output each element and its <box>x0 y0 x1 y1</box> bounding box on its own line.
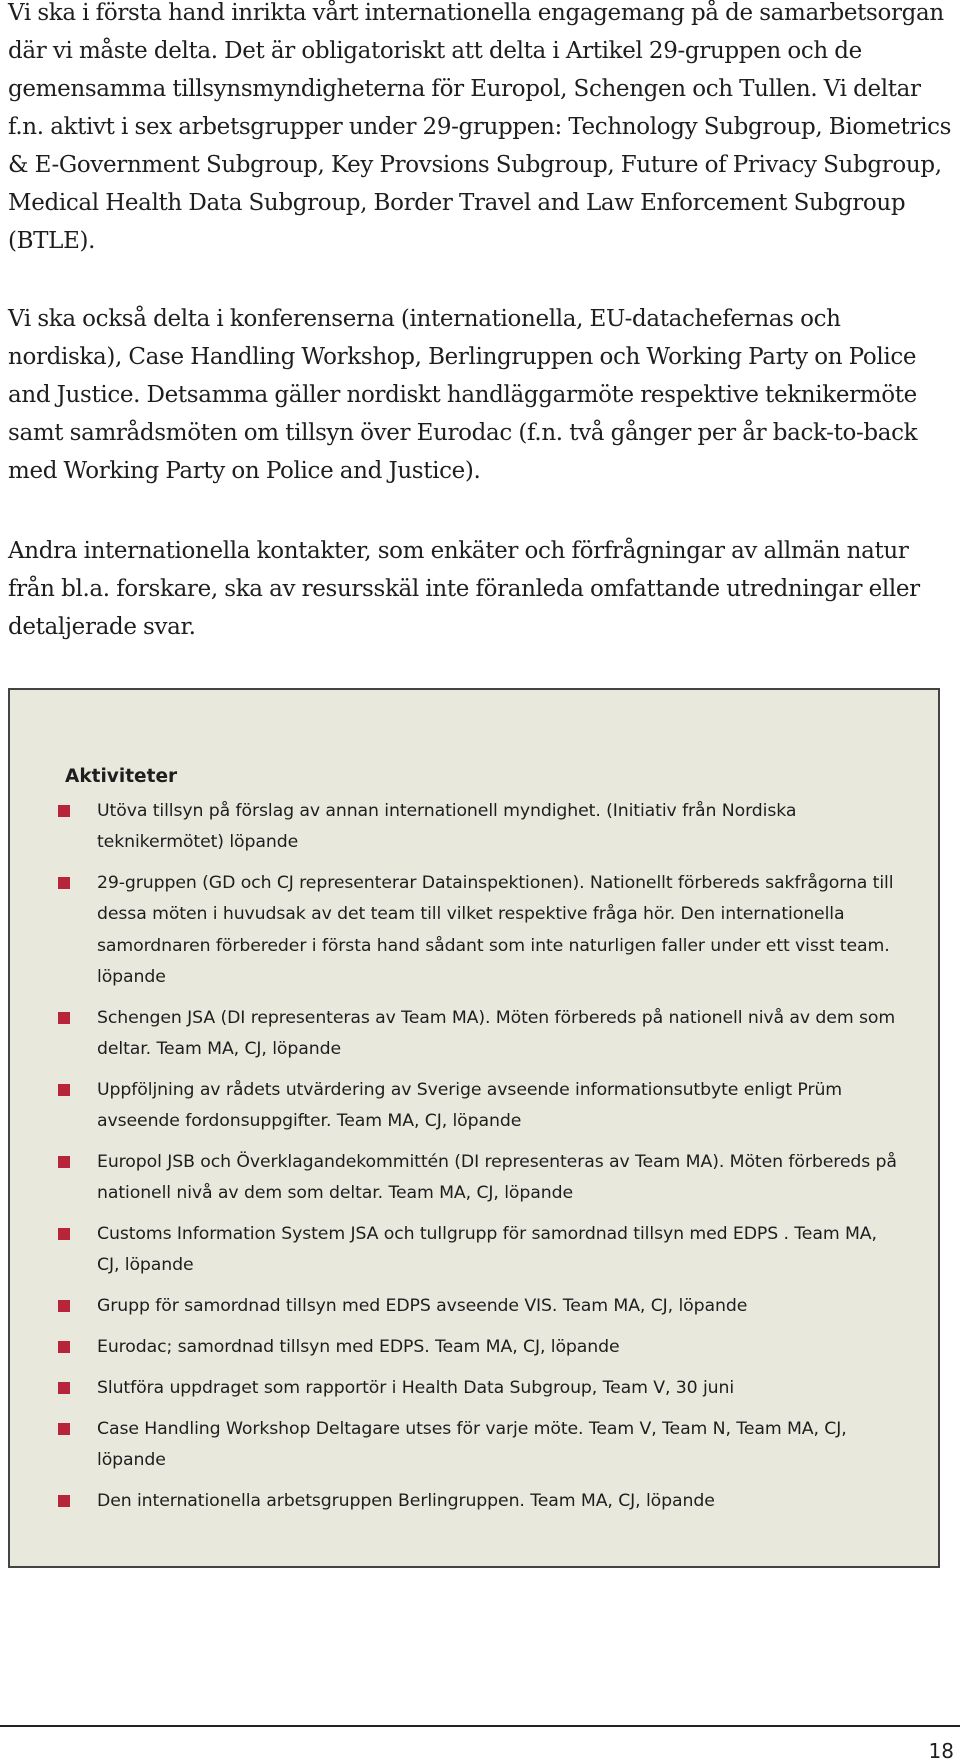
square-bullet-icon <box>58 805 70 817</box>
activity-item-text: Slutföra uppdraget som rapportör i Health Data Subgroup, Team V, 30 juni <box>97 1377 735 1398</box>
activity-item <box>58 1486 898 1517</box>
activities-title: Aktiviteter <box>65 766 178 787</box>
square-bullet-icon <box>58 1084 70 1096</box>
square-bullet-icon <box>58 1228 70 1240</box>
square-bullet-icon <box>58 1382 70 1394</box>
activity-item <box>58 1373 898 1404</box>
square-bullet-icon <box>58 1300 70 1312</box>
activity-item-text: Grupp för samordnad tillsyn med EDPS avseende VIS. Team MA, CJ, löpande <box>97 1296 748 1317</box>
activity-item <box>58 1414 898 1477</box>
activity-item <box>58 1291 898 1322</box>
activity-item <box>58 1219 898 1282</box>
activity-item <box>58 1332 898 1363</box>
activity-item <box>58 1003 898 1066</box>
footer-divider <box>0 1725 960 1727</box>
activity-item-text: Europol JSB och Överklagandekommittén (DI representeras av Team MA). Möten förbereds på nationell nivå av dem som deltar. Team MA, CJ, löpande <box>97 1151 897 1204</box>
body-paragraph-3: Andra internationella kontakter, som enkäter och förfrågningar av allmän natur från bl.a. forskare, ska av resursskäl inte föranleda omfattande utredningar eller detaljerade svar. <box>8 538 920 640</box>
square-bullet-icon <box>58 877 70 889</box>
square-bullet-icon <box>58 1423 70 1435</box>
activity-item-text: 29-gruppen (GD och CJ representerar Datainspektionen). Nationellt förbereds sakfrågorna till dessa möten i huvudsak av det team till vilket respektive fråga hör. Den internationella samordnaren förbereder i första hand sådant som inte naturligen faller under ett visst team. löpande <box>97 873 894 987</box>
activities-box <box>8 688 940 1568</box>
page-number: 18 <box>928 1739 954 1763</box>
activities-list <box>58 796 898 1526</box>
square-bullet-icon <box>58 1495 70 1507</box>
square-bullet-icon <box>58 1012 70 1024</box>
square-bullet-icon <box>58 1156 70 1168</box>
activity-item-text: Utöva tillsyn på förslag av annan internationell myndighet. (Initiativ från Nordiska teknikermötet) löpande <box>97 801 797 853</box>
square-bullet-icon <box>58 1341 70 1353</box>
activity-item-text: Schengen JSA (DI representeras av Team MA). Möten förbereds på nationell nivå av dem som deltar. Team MA, CJ, löpande <box>97 1007 896 1060</box>
body-paragraph-1: Vi ska i första hand inrikta vårt internationella engagemang på de samarbetsorgan där vi måste delta. Det är obligatoriskt att delta i Artikel 29-gruppen och de gemensamma tillsynsmyndigheterna för Europol, Schengen och Tullen. Vi deltar f.n. aktivt i sex arbetsgrupper under 29-gruppen: Technology Subgroup, Biometrics & E-Government Subgroup, Key Provsions Subgroup, Future of Privacy Subgroup, Medical Health Data Subgroup, Border Travel and Law Enforcement Subgroup (BTLE). <box>8 0 952 254</box>
activity-item-text: Customs Information System JSA och tullgrupp för samordnad tillsyn med EDPS . Team MA, CJ, löpande <box>97 1224 877 1276</box>
activity-item-text: Uppföljning av rådets utvärdering av Sverige avseende informationsutbyte enligt Prüm avseende fordonsuppgifter. Team MA, CJ, löpande <box>97 1079 843 1132</box>
activity-item-text: Case Handling Workshop Deltagare utses för varje möte. Team V, Team N, Team MA, CJ, löpande <box>97 1418 847 1470</box>
activity-item <box>58 868 898 993</box>
body-paragraph-2: Vi ska också delta i konferenserna (internationella, EU-datachefernas och nordiska), Case Handling Workshop, Berlingruppen och Working Party on Police and Justice. Detsamma gäller nordiskt handläggarmöte respektive teknikermöte samt samrådsmöten om tillsyn över Eurodac (f.n. två gånger per år back-to-back med Working Party on Police and Justice). <box>8 306 918 484</box>
activity-item-text: Eurodac; samordnad tillsyn med EDPS. Team MA, CJ, löpande <box>97 1336 620 1357</box>
activity-item <box>58 1075 898 1138</box>
activity-item-text: Den internationella arbetsgruppen Berlingruppen. Team MA, CJ, löpande <box>97 1490 715 1511</box>
activity-item <box>58 1147 898 1210</box>
activity-item <box>58 796 898 859</box>
